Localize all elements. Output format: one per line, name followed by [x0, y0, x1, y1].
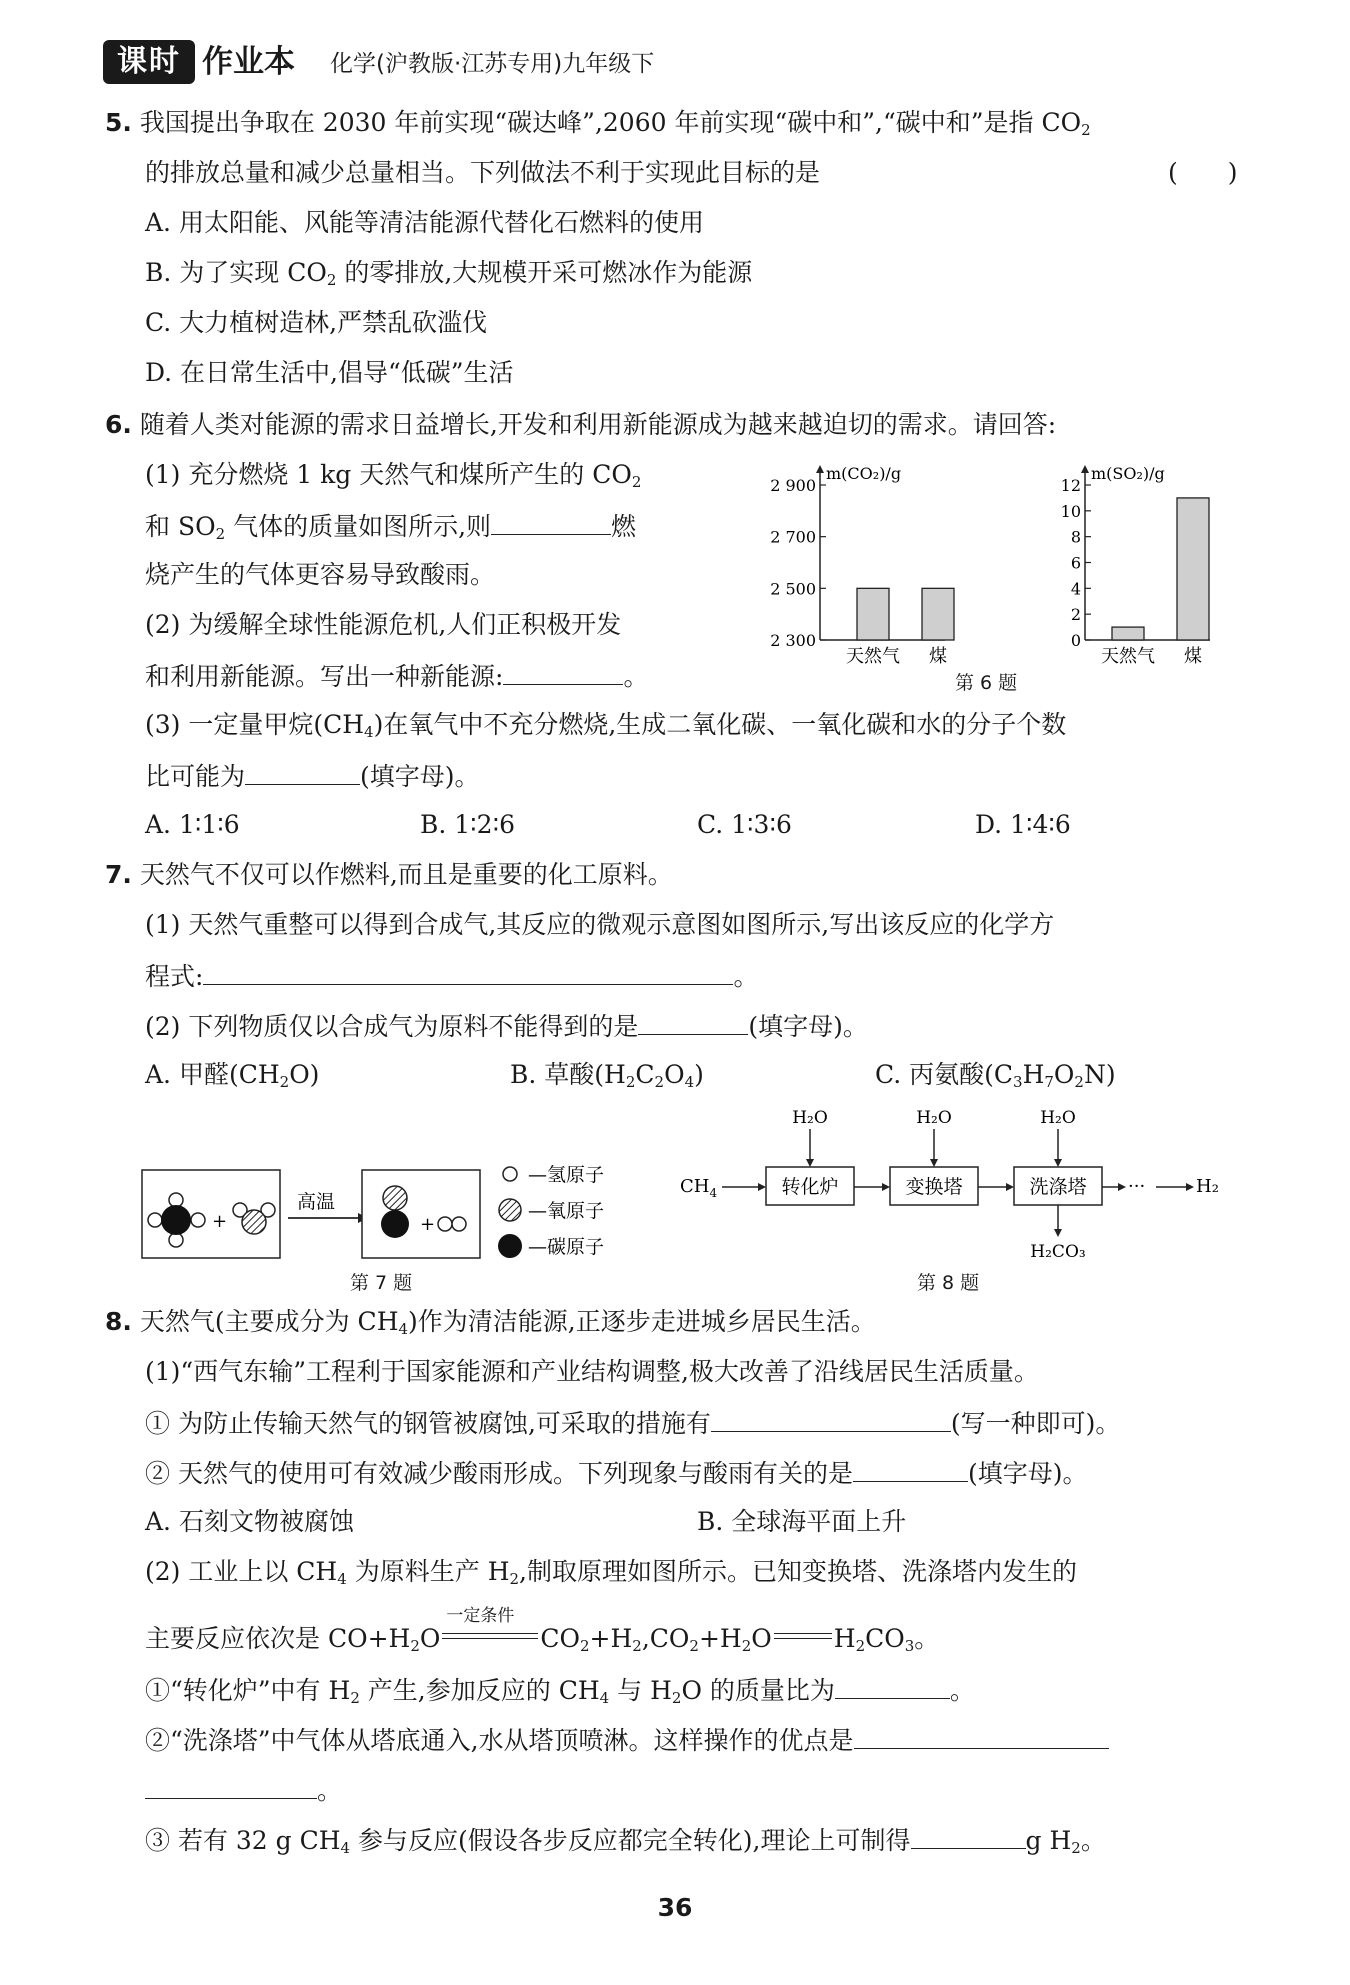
q5-option-c[interactable]: C. 大力植树造林,严禁乱砍滥伐: [145, 308, 488, 337]
flow-output-h2co3: H₂CO₃: [1030, 1242, 1086, 1262]
t: CO: [540, 1624, 580, 1653]
q5-line1: [105, 106, 1091, 140]
q8-option-a[interactable]: A. 石刻文物被腐蚀: [145, 1507, 354, 1536]
category-label: 煤: [1184, 646, 1202, 667]
page-number: 36: [657, 1893, 693, 1922]
t: ①“转化炉”中有 H: [145, 1676, 351, 1705]
bar: [857, 588, 889, 640]
t: ): [694, 1060, 704, 1089]
t: (填字母)。: [967, 1459, 1088, 1488]
t: 产生,参加反应的 CH: [359, 1676, 600, 1705]
sub: 2: [671, 1689, 682, 1707]
sub: 2: [631, 473, 642, 491]
flow-dots: ···: [1128, 1176, 1146, 1197]
t: +H: [698, 1624, 742, 1653]
q8-option-b[interactable]: B. 全球海平面上升: [697, 1507, 907, 1536]
q5-option-a[interactable]: A. 用太阳能、风能等清洁能源代替化石燃料的使用: [145, 208, 704, 237]
sub: 7: [1044, 1073, 1054, 1091]
t: 。: [317, 1776, 343, 1805]
tick-label: 12: [1060, 476, 1081, 495]
category-label: 天然气: [846, 646, 900, 667]
oxygen-legend-icon: [499, 1199, 521, 1221]
q7-p1-blank[interactable]: [203, 958, 733, 985]
tick-label: 4: [1070, 579, 1081, 599]
label-scrubber: 洗涤塔: [1029, 1176, 1087, 1198]
t: N): [1083, 1060, 1116, 1089]
t: 与 H: [609, 1676, 672, 1705]
q6-p3-line1: [145, 708, 1066, 742]
water-in-3: H₂O: [1040, 1108, 1076, 1128]
q6-p1-blank[interactable]: [491, 508, 611, 535]
tick-label: 2 300: [770, 631, 816, 650]
y-axis-label: m(CO₂)/g: [826, 464, 902, 483]
t: 的零排放,大规模开采可燃冰作为能源: [336, 258, 753, 287]
q8-flow-diagram: [680, 1105, 1240, 1270]
equation-equal-sign: [772, 1627, 834, 1647]
t: (写一种即可)。: [950, 1409, 1121, 1438]
tick-label: 10: [1060, 501, 1081, 521]
q8-p2-1-blank[interactable]: [835, 1672, 950, 1699]
plus-sign: +: [212, 1211, 228, 1232]
t: O): [289, 1060, 320, 1089]
t: O 的质量比为: [681, 1676, 835, 1705]
q8-p2-1: [145, 1672, 975, 1708]
sub: 2: [279, 1073, 290, 1091]
t: 程式:: [145, 962, 204, 991]
sub: 3: [904, 1637, 915, 1655]
q5-answer-paren[interactable]: ( ): [1168, 158, 1238, 187]
t: 。: [949, 1676, 975, 1705]
sub: 2: [654, 1073, 665, 1091]
q8-p1-1-blank[interactable]: [711, 1405, 951, 1432]
sub: 2: [1081, 121, 1091, 139]
tick-label: 8: [1070, 527, 1081, 547]
t: 燃: [611, 512, 637, 541]
q8-p1-2: [145, 1455, 1087, 1491]
label-shift-tower: 变换塔: [905, 1176, 963, 1198]
category-label: 天然气: [1101, 646, 1155, 667]
t: H: [833, 1624, 856, 1653]
sub: 2: [625, 1073, 636, 1091]
q7-option-a[interactable]: [145, 1058, 319, 1092]
sub: 2: [215, 525, 226, 543]
q8-p2-line2: [145, 1606, 940, 1656]
t: )作为清洁能源,正逐步走进城乡居民生活。: [408, 1307, 876, 1336]
bar: [1177, 498, 1209, 640]
q8-p1-2-blank[interactable]: [853, 1455, 968, 1482]
t: 参与反应(假设各步反应都完全转化),理论上可制得: [350, 1826, 911, 1855]
book-subtitle: 化学(沪教版·江苏专用)九年级下: [330, 51, 655, 77]
q7-intro: [105, 858, 673, 892]
t: B. 为了实现 CO: [145, 258, 327, 287]
q6-p2-line1: (2) 为缓解全球性能源危机,人们正积极开发: [145, 610, 622, 639]
q6-option-a[interactable]: A. 1∶1∶6: [145, 810, 240, 839]
q5-number: 5.: [105, 108, 132, 137]
q7-p1-line2: [145, 958, 758, 994]
t: ② 天然气的使用可有效减少酸雨形成。下列现象与酸雨有关的是: [145, 1459, 853, 1488]
condition-text: 一定条件: [446, 1606, 515, 1626]
water-in-1: H₂O: [792, 1108, 828, 1128]
t: 主要反应依次是 CO+H: [145, 1624, 411, 1653]
tick-label: 2 500: [770, 579, 816, 599]
y-axis-arrow: [1081, 465, 1089, 473]
sub: 4: [684, 1073, 695, 1091]
t: CO: [865, 1624, 905, 1653]
book-title: 作业本: [202, 44, 295, 80]
t: H: [1022, 1060, 1045, 1089]
tick-label: 2 900: [770, 476, 816, 495]
tick-label: 0: [1070, 631, 1081, 650]
t: ,CO: [641, 1624, 690, 1653]
q6-intro: [105, 408, 1056, 442]
sub: 2: [741, 1637, 752, 1655]
q6-option-c[interactable]: C. 1∶3∶6: [697, 810, 792, 839]
t: )在氧气中不充分燃烧,生成二氧化碳、一氧化碳和水的分子个数: [373, 710, 1067, 739]
q6-option-d[interactable]: D. 1∶4∶6: [975, 810, 1071, 839]
sub: 4: [599, 1689, 610, 1707]
y-axis-arrow: [816, 465, 824, 473]
t: (填字母)。: [748, 1012, 868, 1041]
tick-label: 2: [1070, 605, 1081, 625]
t: C: [635, 1060, 655, 1089]
sub: 2: [509, 1570, 520, 1588]
bar: [1112, 627, 1144, 640]
series-logo: 课时: [103, 40, 195, 84]
q8-p2-2-cont: [145, 1772, 342, 1808]
flow-input-ch4: [680, 1176, 717, 1200]
q5-option-b[interactable]: [145, 256, 752, 290]
t: 。: [1080, 1826, 1106, 1855]
q6-option-b[interactable]: B. 1∶2∶6: [420, 810, 515, 839]
q7-caption: 第 7 题: [350, 1272, 413, 1294]
q6-p2-blank[interactable]: [503, 658, 623, 685]
t: ②“洗涤塔”中气体从塔底通入,水从塔顶喷淋。这样操作的优点是: [145, 1726, 854, 1755]
sub: 4: [364, 723, 374, 741]
q7-option-b[interactable]: [510, 1058, 704, 1092]
q6-p1-line3: 烧产生的气体更容易导致酸雨。: [145, 560, 496, 589]
flow-output-h2: H₂: [1196, 1176, 1219, 1197]
chart-so2: [1061, 464, 1210, 667]
q8-p2-3-blank[interactable]: [911, 1822, 1026, 1849]
label-converter: 转化炉: [781, 1176, 839, 1198]
sub: 3: [1013, 1073, 1023, 1091]
t: (2) 下列物质仅以合成气为原料不能得到的是: [145, 1012, 639, 1041]
t: O: [1053, 1060, 1075, 1089]
sub: 4: [709, 1186, 718, 1200]
q8-p2-3: [145, 1822, 1106, 1858]
t: (填字母)。: [360, 762, 480, 791]
q8-p1-1: [145, 1405, 1120, 1441]
q6-number: 6.: [105, 410, 132, 439]
t: (3) 一定量甲烷(CH: [145, 710, 365, 739]
legend-hydrogen: —氢原子: [528, 1164, 605, 1186]
carbon-legend-icon: [498, 1234, 522, 1258]
t: ① 为防止传输天然气的钢管被腐蚀,可采取的措施有: [145, 1409, 711, 1438]
sub: 2: [689, 1637, 699, 1655]
tick-label: 2 700: [770, 527, 816, 547]
sub: 2: [326, 271, 337, 289]
t: A. 甲醛(CH: [145, 1060, 280, 1089]
q6-p3-blank[interactable]: [245, 758, 360, 785]
t: 和利用新能源。写出一种新能源:: [145, 662, 504, 691]
t: +H: [589, 1624, 633, 1653]
t: 随着人类对能源的需求日益增长,开发和利用新能源成为越来越迫切的需求。请回答:: [139, 410, 1057, 439]
q5-option-d[interactable]: D. 在日常生活中,倡导“低碳”生活: [145, 358, 514, 387]
q8-number: 8.: [105, 1307, 132, 1336]
q6-p1-line2: [145, 508, 636, 544]
t: (2) 工业上以 CH: [145, 1557, 338, 1586]
sub: 4: [340, 1839, 351, 1857]
t: 天然气(主要成分为 CH: [139, 1307, 399, 1336]
q5-text: 我国提出争取在 2030 年前实现“碳达峰”,2060 年前实现“碳中和”,“碳中和”是指 CO: [139, 108, 1082, 137]
sub: 4: [337, 1570, 347, 1588]
t: O: [419, 1624, 441, 1653]
q7-diagram: [140, 1160, 630, 1265]
sub: 2: [350, 1689, 360, 1707]
t: 和 SO: [145, 512, 216, 541]
t: ③ 若有 32 g CH: [145, 1826, 341, 1855]
legend-oxygen: —氧原子: [528, 1200, 605, 1222]
q8-intro: [105, 1305, 876, 1339]
t: ,制取原理如图所示。已知变换塔、洗涤塔内发生的: [519, 1557, 1077, 1586]
sub: 2: [632, 1637, 642, 1655]
reaction-condition: 高温: [297, 1191, 336, 1213]
legend-carbon: —碳原子: [528, 1236, 605, 1258]
q7-option-c[interactable]: [875, 1058, 1116, 1092]
q8-p2-2-blank-a[interactable]: [854, 1722, 1109, 1749]
q8-p2-2: [145, 1722, 1109, 1758]
t: O: [751, 1624, 772, 1653]
equation-condition-sign: [440, 1606, 540, 1647]
chart-co2: [770, 464, 954, 667]
q5-line2: [145, 156, 820, 190]
q8-p2-2-blank-b[interactable]: [145, 1772, 317, 1799]
t: CH: [680, 1176, 710, 1197]
q6-p3-line2: [145, 758, 480, 794]
t: g H: [1025, 1826, 1072, 1855]
t: 为原料生产 H: [346, 1557, 510, 1586]
t: C. 丙氨酸(C: [875, 1060, 1014, 1089]
category-label: 煤: [929, 646, 947, 667]
sub: 2: [1071, 1839, 1081, 1857]
sub: 4: [398, 1320, 409, 1338]
sub: 2: [410, 1637, 420, 1655]
q8-p1: (1)“西气东输”工程利于国家能源和产业结构调整,极大改善了沿线居民生活质量。: [145, 1357, 1039, 1386]
q6-p2-line2: [145, 658, 648, 694]
q8-caption: 第 8 题: [917, 1272, 980, 1294]
q8-p2-line1: [145, 1555, 1077, 1589]
t: (1) 充分燃烧 1 kg 天然气和煤所产生的 CO: [145, 460, 632, 489]
q7-p2: [145, 1008, 868, 1044]
q5-text2: 的排放总量和减少总量相当。下列做法不利于实现此目标的是: [145, 158, 821, 187]
plus-sign-2: +: [420, 1214, 436, 1235]
t: 比可能为: [145, 762, 246, 791]
sub: 2: [580, 1637, 590, 1655]
q7-number: 7.: [105, 860, 132, 889]
t: 。: [914, 1624, 940, 1653]
tick-label: 6: [1070, 553, 1081, 573]
q7-p1-line1: (1) 天然气重整可以得到合成气,其反应的微观示意图如图所示,写出该反应的化学方: [145, 910, 1055, 939]
water-in-2: H₂O: [916, 1108, 952, 1128]
t: 气体的质量如图所示,则: [225, 512, 492, 541]
hydrogen-legend-icon: [503, 1167, 517, 1181]
t: 。: [733, 962, 759, 991]
bar: [922, 588, 954, 640]
y-axis-label: m(SO₂)/g: [1091, 464, 1165, 483]
q7-p2-blank[interactable]: [638, 1008, 748, 1035]
q6-p1-line1: [145, 458, 641, 492]
sub: 2: [855, 1637, 866, 1655]
sub: 2: [1074, 1073, 1084, 1091]
q6-caption: 第 6 题: [955, 672, 1018, 694]
t: O: [664, 1060, 685, 1089]
t: 。: [623, 662, 649, 691]
t: B. 草酸(H: [510, 1060, 626, 1089]
t: 天然气不仅可以作燃料,而且是重要的化工原料。: [139, 860, 673, 889]
